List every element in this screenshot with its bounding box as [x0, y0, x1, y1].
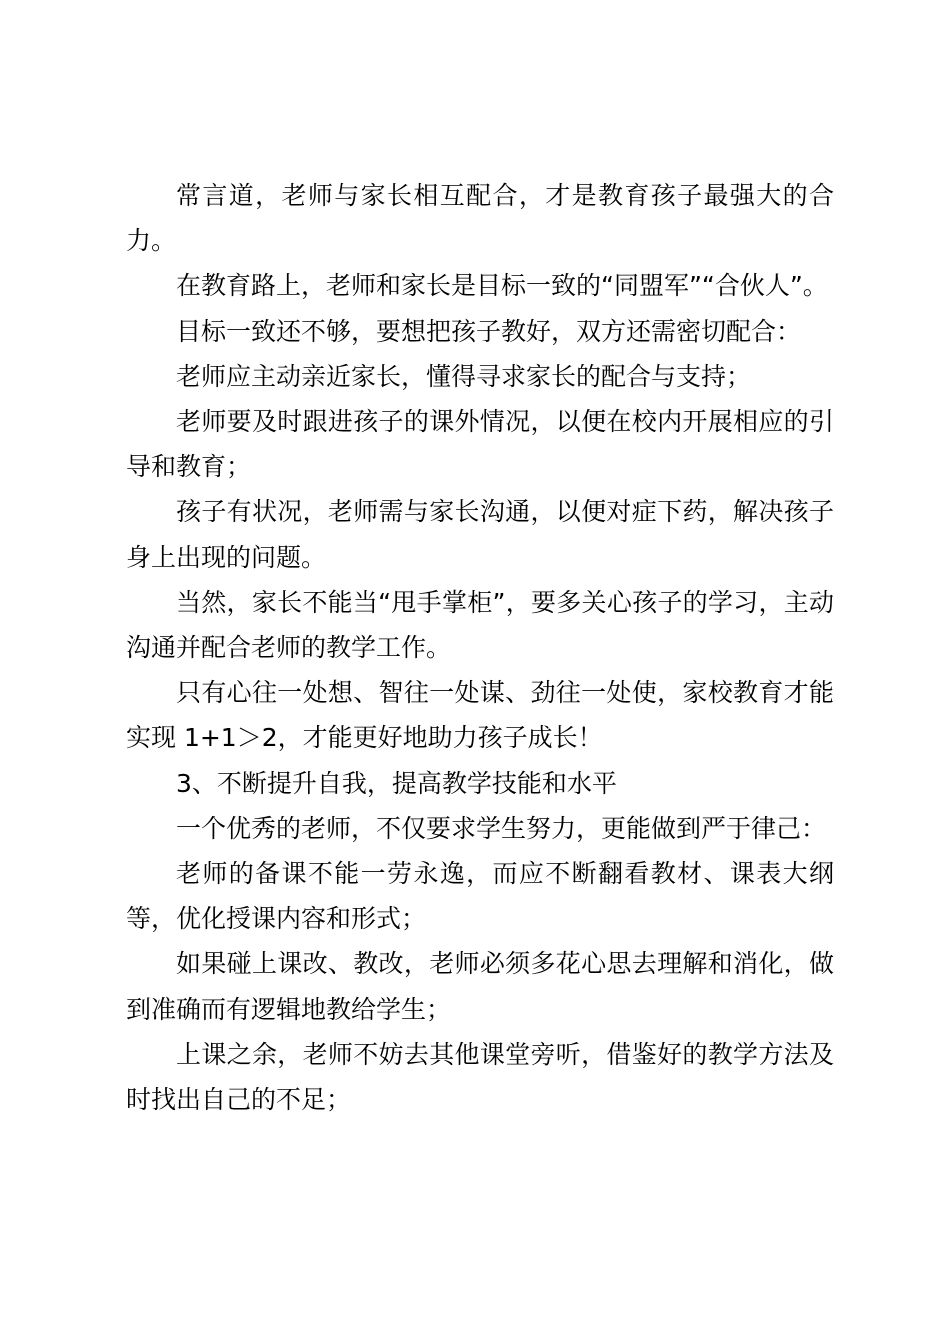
paragraph: 老师应主动亲近家长，懂得寻求家长的配合与支持；	[176, 361, 752, 391]
paragraph: 当然，家长不能当“甩手掌柜”，要多关心孩子的学习，主动沟通并配合老师的教学工作。	[126, 587, 834, 663]
paragraph: 如果碰上课改、教改，老师必须多花心思去理解和消化，做到准确而有逻辑地教给学生；	[126, 949, 834, 1024]
paragraph: 一个优秀的老师，不仅要求学生努力，更能做到严于律己：	[176, 813, 827, 843]
paragraph: 只有心往一处想、智往一处谋、劲往一处使，家校教育才能实现 1+1＞2，才能更好地助力孩子成长！	[126, 678, 834, 753]
paragraph: 上课之余，老师不妨去其他课堂旁听，借鉴好的教学方法及时找出自己的不足；	[126, 1039, 834, 1115]
paragraph: 孩子有状况，老师需与家长沟通，以便对症下药，解决孩子身上出现的问题。	[126, 497, 834, 572]
paragraph: 在教育路上，老师和家长是目标一致的“同盟军”“合伙人”。	[176, 271, 828, 301]
document-body	[126, 173, 834, 1122]
paragraph: 老师要及时跟进孩子的课外情况，以便在校内开展相应的引导和教育；	[126, 407, 834, 482]
paragraph: 目标一致还不够，要想把孩子教好，双方还需密切配合：	[176, 316, 802, 346]
paragraph: 常言道，老师与家长相互配合，才是教育孩子最强大的合力。	[126, 181, 834, 256]
section-heading: 3、不断提升自我，提高教学技能和水平	[176, 768, 617, 798]
paragraph: 老师的备课不能一劳永逸，而应不断翻看教材、课表大纲等，优化授课内容和形式；	[126, 859, 834, 934]
